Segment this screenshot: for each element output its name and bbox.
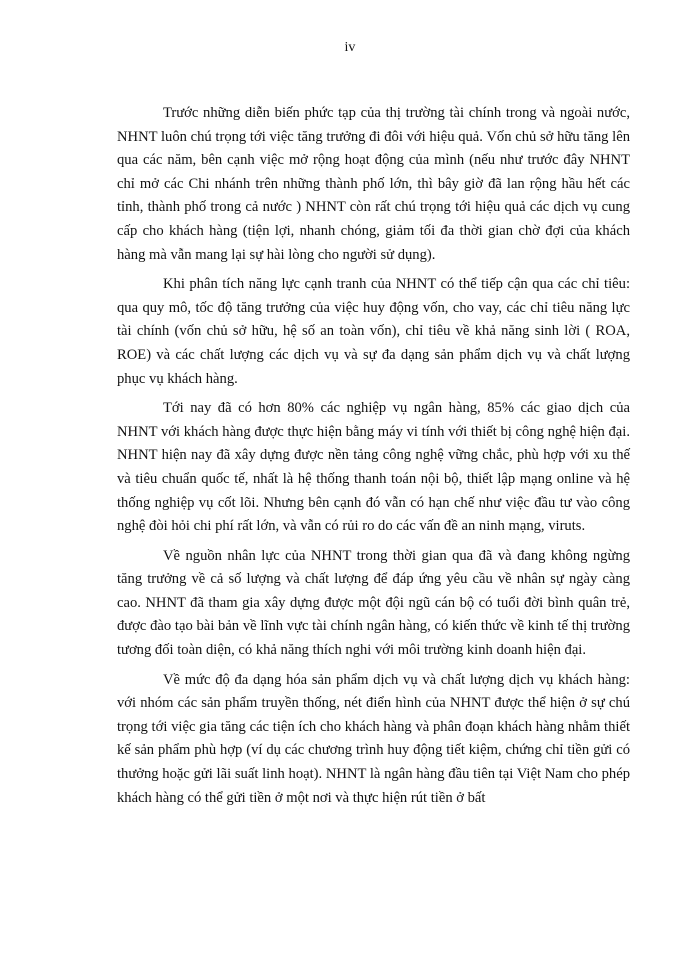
paragraph-4: Về nguồn nhân lực của NHNT trong thời gian qua đã và đang không ngừng tăng trưởng về cả số lượng và chất lượng để đáp ứng yêu cầu về nhân sự ngày càng cao. NHNT đã tham gia xây dựng được một đội ngũ cán bộ có tuổi đời bình quân trẻ, được đào tạo bài bản về lĩnh vực tài chính ngân hàng, có kiến thức về kinh tế thị trường tương đối toàn diện, có khả năng thích nghi với môi trường kinh doanh hiện đại.: [117, 547, 630, 659]
paragraph-2: Khi phân tích năng lực cạnh tranh của NHNT có thể tiếp cận qua các chỉ tiêu: qua quy mô, tốc độ tăng trưởng của việc huy động vốn, cho vay, các chỉ tiêu năng lực tài chính (vốn chủ sở hữu, hệ số an toàn vốn), chỉ tiêu về khả năng sinh lời ( ROA, ROE) và các chất lượng các dịch vụ và sự đa dạng sản phẩm dịch vụ và chất lượng phục vụ khách hàng.: [117, 276, 630, 387]
document-body: [117, 102, 630, 816]
paragraph-5: Về mức độ đa dạng hóa sản phẩm dịch vụ và chất lượng dịch vụ khách hàng: với nhóm các sản phẩm truyền thống, nét điển hình của NHNT được thể hiện ở sự chú trọng tới việc gia tăng các tiện ích cho khách hàng và phân đoạn khách hàng nhằm thiết kế sản phẩm phù hợp (ví dụ các chương trình huy động tiết kiệm, chứng chỉ tiền gửi có thưởng hoặc gửi lãi suất linh hoạt). NHNT là ngân hàng đầu tiên tại Việt Nam cho phép khách hàng có thể gửi tiền ở một nơi và thực hiện rút tiền ở bất: [117, 671, 630, 806]
page-number: iv: [344, 40, 356, 55]
paragraph-1: Trước những diễn biến phức tạp của thị trường tài chính trong và ngoài nước, NHNT luôn chú trọng tới việc tăng trưởng đi đôi với hiệu quả. Vốn chủ sở hữu tăng lên qua các năm, bên cạnh việc mở rộng hoạt động của mình (nếu như trước đây NHNT chỉ mở các Chi nhánh trên những thành phố lớn, thì bây giờ đã lan rộng hầu hết các tỉnh, thành phố trong cả nước ) NHNT còn rất chú trọng tới hiệu quả các dịch vụ cung cấp cho khách hàng (tiện lợi, nhanh chóng, giảm tối đa thời gian chờ đợi của khách hàng mà vẫn mang lại sự hài lòng cho người sử dụng).: [117, 105, 630, 263]
paragraph-3: Tới nay đã có hơn 80% các nghiệp vụ ngân hàng, 85% các giao dịch của NHNT với khách hàng được thực hiện bằng máy vi tính với thiết bị công nghệ hiện đại. NHNT hiện nay đã xây dựng được nền tảng công nghệ vững chắc, phù hợp với xu thế và tiêu chuẩn quốc tế, nhất là hệ thống thanh toán nội bộ, thiết lập mạng online và hệ thống nghiệp vụ cốt lõi. Nhưng bên cạnh đó vẫn có hạn chế như việc đầu tư vào công nghệ đòi hỏi chi phí rất lớn, và vẫn có rủi ro do các vấn đề an ninh mạng, viruts.: [117, 400, 630, 535]
